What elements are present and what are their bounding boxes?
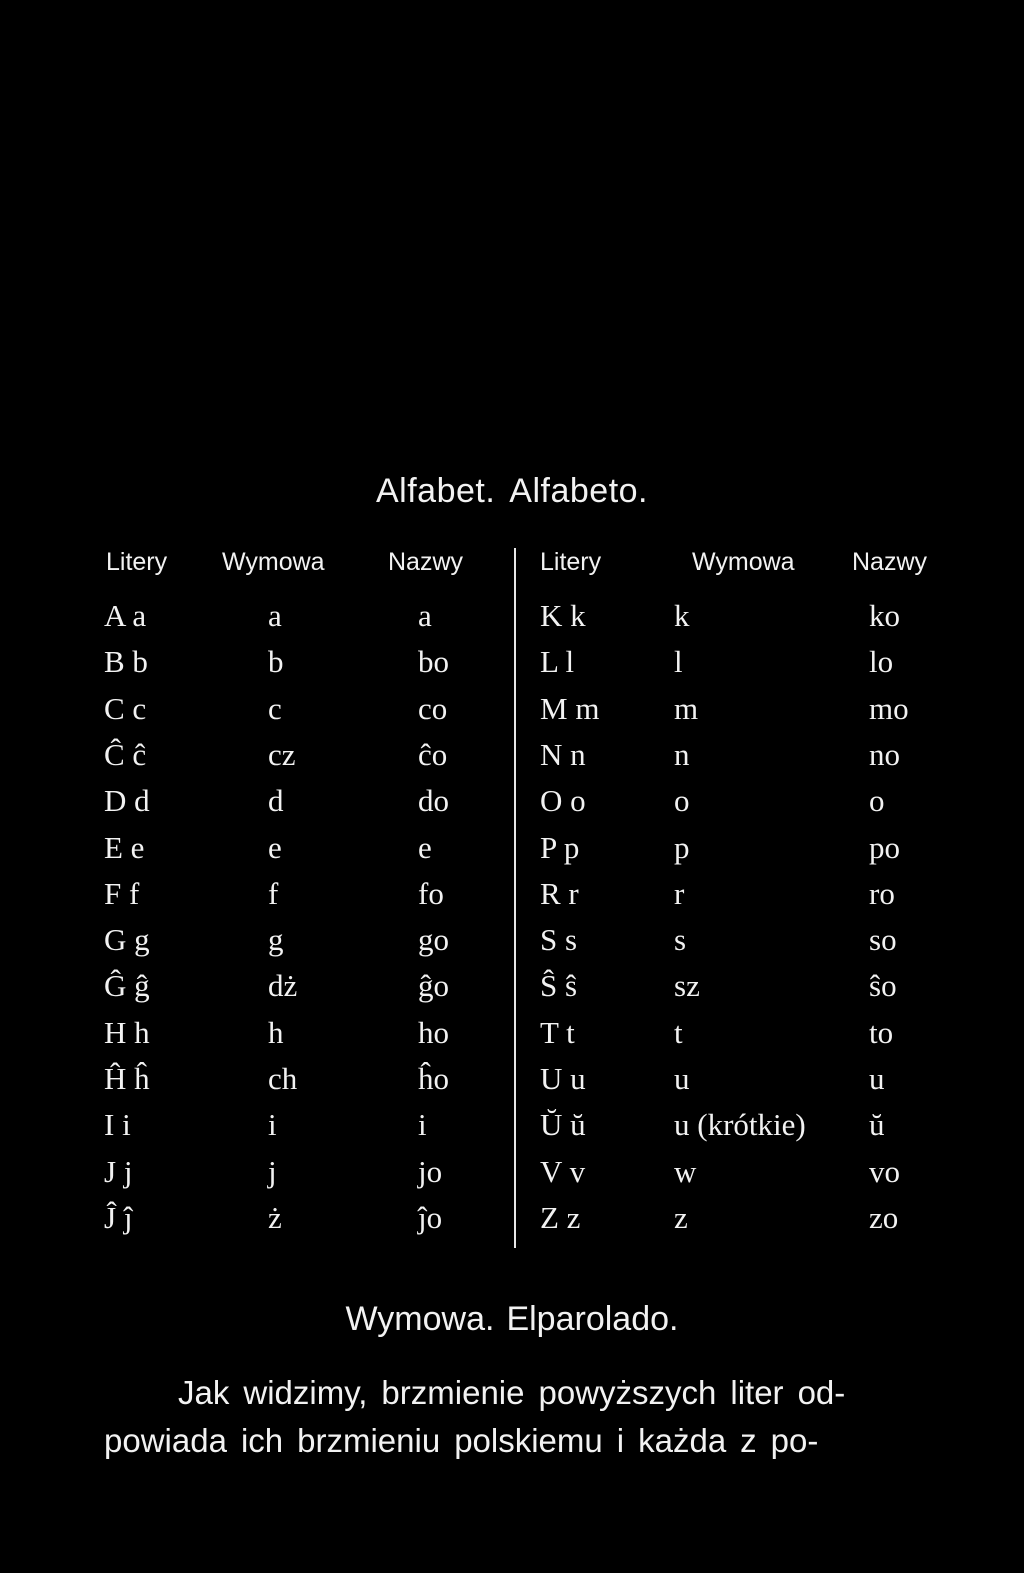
paragraph-word: po- [770,1422,819,1459]
right-row [96,922,956,966]
letter-name: e [418,829,432,865]
right-row [96,1015,956,1059]
paragraph-word: brzmienie [381,1374,525,1411]
pronunciation-value: d [268,783,284,819]
right-row [96,598,956,642]
section-title-polish: Wymowa. [345,1300,495,1338]
letter-name: jo [418,1153,443,1189]
right-row [96,1200,956,1244]
letter-name: co [418,690,448,726]
paragraph-word: i [616,1422,625,1459]
letter-name: go [418,922,449,958]
letter-name: lo [869,644,894,680]
letter-pair: N n [540,736,586,772]
pronunciation-value: dż [268,968,298,1004]
pronunciation-value: r [674,875,685,911]
letter-name: ro [869,875,895,911]
letter-name: i [418,1107,427,1143]
right-row [96,1107,956,1151]
letter-pair: Ĵ ĵ [104,1199,133,1235]
letter-pair: Ŝ ŝ [540,968,578,1004]
letter-pair: J j [104,1153,133,1189]
pronunciation-value: m [674,690,699,726]
letter-pair: H h [104,1014,150,1050]
section-title [0,1300,1024,1339]
letter-name: ĥo [418,1061,449,1096]
pronunciation-value: s [674,922,687,958]
pronunciation-value: f [268,875,279,911]
letter-pair: Ĉ ĉ [104,736,147,772]
letter-name: a [418,598,432,633]
pronunciation-value: z [674,1199,688,1235]
paragraph-word: od- [797,1374,846,1411]
letter-pair: Z z [540,1199,581,1235]
right-row [96,691,956,735]
right-row [96,737,956,781]
header-pronunciation-right: Wymowa [692,548,795,576]
pronunciation-value: i [268,1107,277,1143]
letter-name: ko [869,598,900,633]
right-row [96,968,956,1012]
header-names-right: Nazwy [852,548,928,576]
letter-name: fo [418,875,444,911]
letter-name: ĵo [418,1199,443,1235]
letter-pair: R r [540,875,579,911]
paragraph-line-2 [104,1422,944,1460]
pronunciation-value: n [674,736,690,772]
pronunciation-value: w [674,1153,697,1189]
letter-pair: P p [540,829,580,865]
right-row [96,644,956,688]
letter-name: no [869,736,900,772]
paragraph-line-1 [178,1374,1018,1412]
paragraph-word: polskiemu [454,1422,603,1459]
section-title-esperanto: Elparolado. [506,1300,679,1338]
pronunciation-value: k [674,598,690,633]
paragraph-word: widzimy, [243,1374,368,1411]
pronunciation-value: cz [268,736,296,772]
header-letters-left: Litery [106,548,168,576]
letter-name: po [869,829,900,865]
paragraph-word: ich [240,1422,284,1459]
letter-name: so [869,922,897,958]
paragraph-word: z [740,1422,757,1459]
alphabet-table [96,548,956,1248]
header-pronunciation-left: Wymowa [222,548,325,576]
letter-name: o [869,783,885,819]
letter-pair: V v [540,1153,586,1189]
letter-name: mo [869,690,909,726]
page-title [0,472,1024,511]
letter-name: u [869,1061,885,1096]
pronunciation-value: u [674,1061,690,1096]
letter-pair: D d [104,783,150,819]
pronunciation-value: p [674,829,690,865]
letter-pair: O o [540,783,586,819]
right-row [96,783,956,827]
paragraph-word: liter [730,1374,784,1411]
title-polish: Alfabet. [375,472,496,510]
title-esperanto: Alfabeto. [509,472,649,510]
pronunciation-value: sz [674,968,700,1004]
letter-pair: E e [104,829,145,865]
right-row [96,830,956,874]
letter-pair: Ŭ ŭ [540,1107,586,1143]
right-row [96,876,956,920]
pronunciation-value: t [674,1014,683,1050]
pronunciation-value: g [268,922,284,958]
letter-name: ŭ [869,1107,885,1143]
paragraph-word: brzmieniu [297,1422,441,1459]
paragraph-word: powiada [104,1422,227,1459]
letter-pair: A a [104,598,147,633]
pronunciation-value: h [268,1014,284,1050]
pronunciation-value: l [674,644,683,680]
letter-pair: C c [104,690,147,726]
paragraph-word: Jak [178,1374,230,1411]
paragraph-word: powyższych [538,1374,717,1411]
letter-name: do [418,783,449,819]
letter-name: ĝo [418,968,449,1004]
header-names-left: Nazwy [388,548,464,576]
letter-pair: L l [540,644,575,680]
letter-pair: M m [540,690,600,726]
letter-name: ho [418,1014,449,1050]
pronunciation-value: a [268,598,282,633]
letter-pair: K k [540,598,586,633]
letter-name: ŝo [869,968,897,1004]
letter-pair: Ĝ ĝ [104,968,150,1004]
paragraph-word: każda [638,1422,727,1459]
letter-pair: T t [540,1014,575,1050]
letter-pair: G g [104,922,150,958]
header-letters-right: Litery [540,548,602,576]
letter-pair: S s [540,922,578,958]
pronunciation-value: ch [268,1061,298,1096]
pronunciation-value: o [674,783,690,819]
pronunciation-value: b [268,644,284,680]
letter-pair: I i [104,1107,131,1143]
pronunciation-value: c [268,690,282,726]
letter-name: vo [869,1153,900,1189]
letter-pair: F f [104,875,140,911]
pronunciation-value: u (krótkie) [674,1107,806,1143]
letter-pair: Ĥ ĥ [104,1061,150,1096]
pronunciation-value: e [268,829,282,865]
letter-name: zo [869,1199,899,1235]
right-row [96,1061,956,1105]
letter-pair: B b [104,644,148,680]
pronunciation-value: ż [268,1199,282,1235]
pronunciation-value: j [268,1153,277,1189]
letter-pair: U u [540,1061,586,1096]
letter-name: ĉo [418,736,448,772]
right-row [96,1154,956,1198]
letter-name: bo [418,644,449,680]
letter-name: to [869,1014,894,1050]
